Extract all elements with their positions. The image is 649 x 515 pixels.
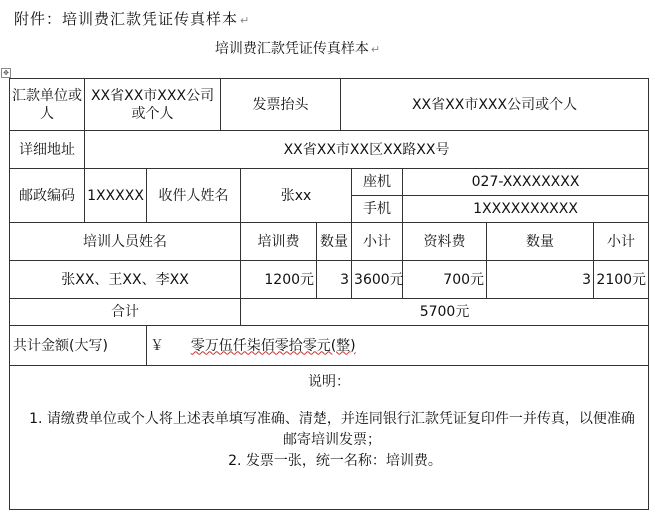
total-label: 合计 [10, 299, 241, 326]
postcode-value[interactable]: 1XXXXX [85, 169, 147, 223]
total-value[interactable]: 5700元 [241, 299, 649, 326]
form-subtitle-line [0, 38, 595, 58]
material-subtotal-header: 小计 [594, 223, 649, 261]
notes-cell [10, 366, 649, 510]
table-move-handle-icon[interactable]: ✥ [1, 68, 11, 78]
mobile-label: 手机 [352, 196, 403, 223]
training-subtotal-value[interactable]: 3600元 [352, 261, 403, 299]
note-item-2: 2. 发票一张，统一名称：培训费。 [228, 453, 442, 469]
remittance-form-table [9, 78, 649, 510]
invoice-title-label: 发票抬头 [221, 79, 341, 131]
recipient-label: 收件人姓名 [147, 169, 241, 223]
remitter-label: 汇款单位或人 [10, 79, 85, 131]
paragraph-mark-icon: ↵ [370, 43, 381, 56]
material-quantity-value[interactable]: 3 [487, 261, 594, 299]
address-value[interactable]: XX省XX市XX区XX路XX号 [85, 131, 649, 169]
form-subtitle: 培训费汇款凭证传真样本 [214, 41, 369, 57]
material-quantity-header: 数量 [487, 223, 594, 261]
recipient-value[interactable]: 张xx [241, 169, 352, 223]
training-subtotal-header: 小计 [352, 223, 403, 261]
attachment-heading [14, 8, 250, 29]
note-item-1: 1. 请缴费单位或个人将上述表单填写准确、清楚，并连同银行汇款凭证复印件一并传真，以便准确邮寄培训发票； [29, 411, 635, 448]
material-fee-value[interactable]: 700元 [403, 261, 487, 299]
amount-in-words-cell[interactable] [147, 326, 649, 366]
currency-symbol: ￥ [150, 337, 164, 354]
mobile-value[interactable]: 1XXXXXXXXXX [403, 196, 649, 223]
trainee-names-header: 培训人员姓名 [10, 223, 241, 261]
landline-value[interactable]: 027-XXXXXXXX [403, 169, 649, 196]
amount-in-words-label: 共计金额(大写) [10, 326, 147, 366]
amount-in-words-value: 零万伍仟柒佰零拾零元(整) [190, 337, 356, 354]
training-quantity-value[interactable]: 3 [317, 261, 352, 299]
training-quantity-header: 数量 [317, 223, 352, 261]
trainee-names-value[interactable]: 张XX、王XX、李XX [10, 261, 241, 299]
material-subtotal-value[interactable]: 2100元 [594, 261, 649, 299]
paragraph-mark-icon: ↵ [240, 14, 251, 27]
postcode-label: 邮政编码 [10, 169, 85, 223]
remitter-value[interactable]: XX省XX市XXX公司或个人 [85, 79, 221, 131]
attachment-title: 附件：培训费汇款凭证传真样本 [14, 10, 239, 28]
training-fee-value[interactable]: 1200元 [241, 261, 317, 299]
training-fee-header: 培训费 [241, 223, 317, 261]
notes-title: 说明： [308, 374, 351, 390]
invoice-title-value[interactable]: XX省XX市XXX公司或个人 [341, 79, 649, 131]
address-label: 详细地址 [10, 131, 85, 169]
material-fee-header: 资料费 [403, 223, 487, 261]
landline-label: 座机 [352, 169, 403, 196]
